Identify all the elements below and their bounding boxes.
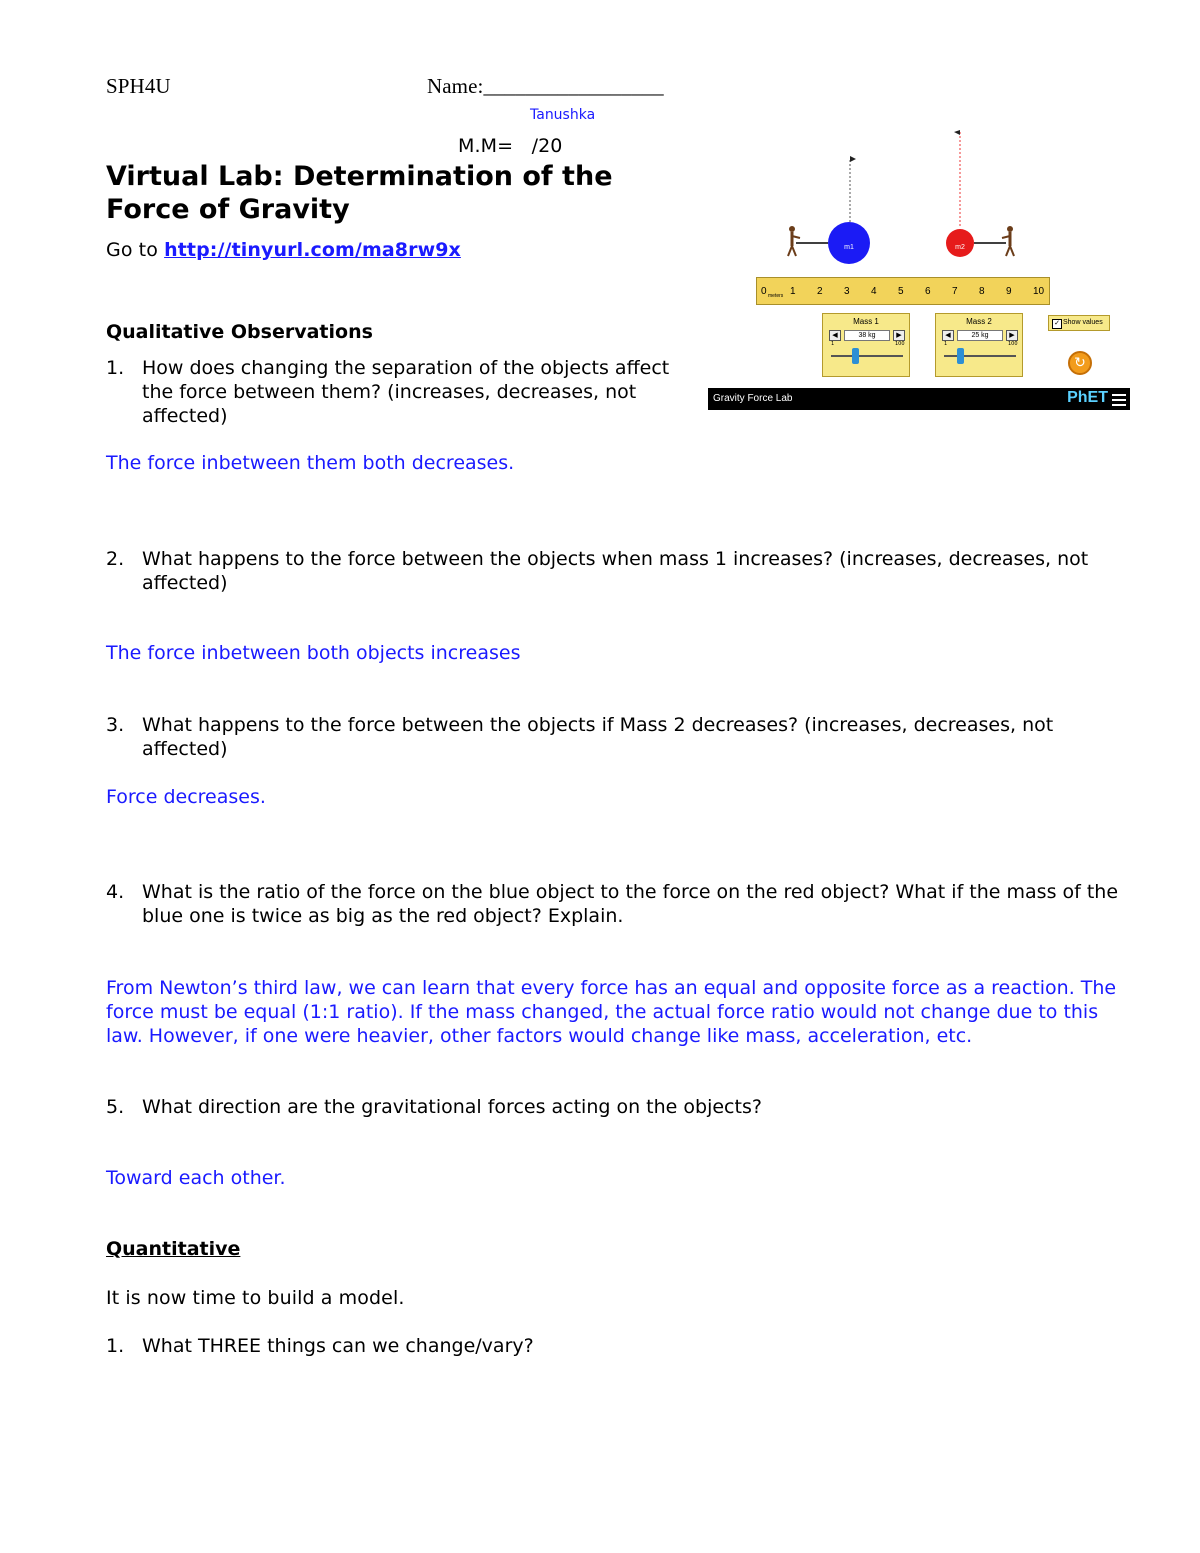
mass-1-label: Mass 1	[853, 317, 879, 326]
right-puller-icon	[1002, 226, 1014, 256]
question-text: What direction are the gravitational forces acting on the objects?	[142, 1096, 762, 1118]
mass-1-decrease-button[interactable]: ◀	[829, 330, 841, 341]
question-number: 4.	[106, 881, 125, 903]
question-number: 5.	[106, 1096, 125, 1118]
ruler-tick: 5	[898, 286, 904, 297]
menu-icon[interactable]	[1112, 394, 1126, 409]
mass-1-slider-knob[interactable]	[852, 348, 859, 364]
show-values-label: Show values	[1063, 319, 1103, 326]
question-text: What happens to the force between the objects if Mass 2 decreases? (increases, decreases, not affected)	[142, 714, 1054, 760]
m2-ball-label: m2	[955, 244, 965, 251]
question-4	[106, 880, 1136, 928]
question-number: 1.	[106, 1335, 125, 1357]
title-line-1: Virtual Lab: Determination of the	[106, 161, 613, 192]
mass-2-slider-knob[interactable]	[957, 348, 964, 364]
red-force-flag-icon	[954, 130, 960, 135]
lab-link[interactable]: http://tinyurl.com/ma8rw9x	[164, 239, 461, 261]
page-title	[106, 160, 613, 226]
left-puller-icon	[788, 226, 800, 256]
m1-ball-label: m1	[844, 244, 854, 251]
ruler[interactable]	[756, 277, 1050, 305]
name-label: Name:	[427, 74, 484, 98]
course-code: SPH4U	[106, 74, 171, 98]
mass-1-ball[interactable]	[828, 222, 870, 264]
question-text: What is the ratio of the force on the blue object to the force on the red object? What if the mass of the blue one is twice as big as the red object? Explain.	[142, 881, 1119, 927]
mass-1-panel	[822, 313, 910, 377]
mass-1-increase-button[interactable]: ▶	[893, 330, 905, 341]
mass-2-label: Mass 2	[966, 317, 992, 326]
reset-button[interactable]	[1068, 351, 1092, 375]
qualitative-heading: Qualitative Observations	[106, 321, 373, 343]
answer-5: Toward each other.	[106, 1167, 286, 1189]
answer-3: Force decreases.	[106, 786, 266, 808]
mass-2-value: 25 kg	[957, 330, 1003, 341]
question-text: What THREE things can we change/vary?	[142, 1335, 534, 1357]
marks: M.M= /20	[458, 135, 563, 157]
answer-2: The force inbetween both objects increases	[106, 642, 521, 664]
question-number: 3.	[106, 714, 125, 736]
show-values-checkbox[interactable]	[1048, 315, 1110, 331]
title-line-2: Force of Gravity	[106, 194, 350, 225]
ruler-tick: 10	[1033, 286, 1045, 297]
sim-title: Gravity Force Lab	[713, 393, 793, 404]
reset-icon: ↻	[1074, 355, 1086, 371]
ruler-tick: 2	[817, 286, 823, 297]
mass-2-slider-track[interactable]	[944, 355, 1016, 357]
mass-2-decrease-button[interactable]: ◀	[942, 330, 954, 341]
mass-1-slider-min: 1	[831, 341, 835, 347]
gravity-force-lab-sim	[708, 122, 1130, 410]
ruler-tick: 4	[871, 286, 877, 297]
mass-2-ball[interactable]	[946, 229, 974, 257]
goto-prefix: Go to	[106, 239, 165, 261]
mass-2-slider-max: 100	[1008, 341, 1018, 347]
mass-1-value: 38 kg	[844, 330, 890, 341]
answer-1: The force inbetween them both decreases.	[106, 452, 515, 474]
blue-force-flag-icon	[850, 156, 856, 162]
question-3	[106, 713, 1106, 761]
goto-line	[106, 238, 461, 262]
ruler-tick: 1	[790, 286, 796, 297]
mass-2-slider-min: 1	[944, 341, 948, 347]
answer-4: From Newton’s third law, we can learn that every force has an equal and opposite force as a reaction. The force must be equal (1:1 ratio). If the mass changed, the actual force ratio would not change due to this law. However, if one were heavier, other factors would change like mass, acceleration, etc.	[106, 977, 1117, 1047]
ruler-tick: 6	[925, 286, 931, 297]
quantitative-question-1	[106, 1334, 1136, 1358]
mass-1-slider-track[interactable]	[831, 355, 903, 357]
sim-scene	[708, 122, 1130, 282]
phet-logo[interactable]: PhET	[1067, 389, 1108, 406]
mass-2-increase-button[interactable]: ▶	[1006, 330, 1018, 341]
ruler-tick: 8	[979, 286, 985, 297]
ruler-unit: meters	[768, 293, 784, 299]
name-field	[427, 74, 664, 98]
quantitative-intro: It is now time to build a model.	[106, 1287, 405, 1309]
ruler-tick: 0	[761, 286, 767, 297]
ruler-tick: 7	[952, 286, 958, 297]
question-text: How does changing the separation of the objects affect the force between them? (increases, decreases, not affected)	[142, 357, 670, 427]
question-2	[106, 547, 1136, 595]
checkmark-icon: ✓	[1052, 319, 1062, 329]
name-underline: _________________	[483, 74, 664, 98]
question-text: What happens to the force between the objects when mass 1 increases? (increases, decreases, not affected)	[142, 548, 1089, 594]
question-5	[106, 1095, 1136, 1119]
question-1	[106, 356, 696, 428]
quantitative-heading: Quantitative	[106, 1238, 241, 1260]
question-number: 1.	[106, 357, 125, 379]
ruler-tick: 9	[1006, 286, 1012, 297]
ruler-tick: 3	[844, 286, 850, 297]
student-name: Tanushka	[530, 107, 596, 123]
mass-1-slider-max: 100	[895, 341, 905, 347]
question-number: 2.	[106, 548, 125, 570]
mass-2-panel	[935, 313, 1023, 377]
sim-footer	[708, 388, 1130, 410]
